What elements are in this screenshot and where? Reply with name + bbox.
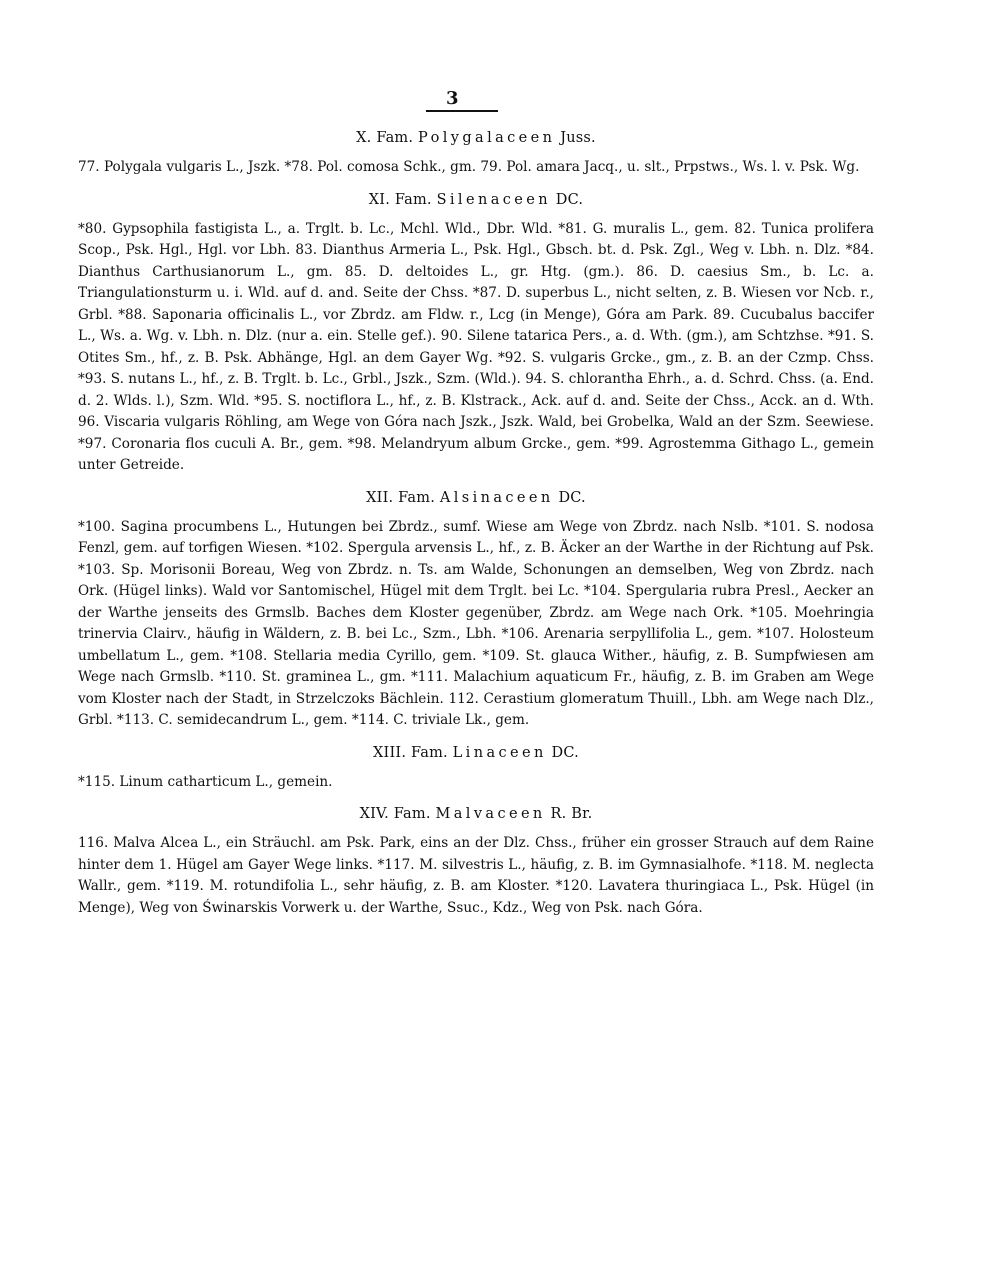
family-name: Alsinaceen (439, 489, 554, 506)
family-heading (78, 804, 874, 824)
family-section-silenaceen (78, 190, 874, 477)
species-paragraph: 116. Malva Alcea L., ein Sträuchl. am Psk. Park, eins an der Dlz. Chss., früher ein grosser Strauch auf dem Raine hinter dem 1. Hügel am Gayer Wege links. *117. M. silvestris L., häufig, z. B. im Gymnasialhofe. *118. M. neglecta Wallr., gem. *119. M. rotundifolia L., sehr häufig, z. B. am Kloster. *120. Lavatera thuringiaca L., Psk. Hügel (in Menge), Weg von Świnarskis Vorwerk u. der Warthe, Ssuc., Kdz., Weg von Psk. nach Góra. (78, 835, 874, 916)
page-content (78, 128, 874, 930)
family-abbrev: Fam. (394, 191, 432, 208)
family-section-malvaceen (78, 804, 874, 919)
species-paragraph: *115. Linum catharticum L., gemein. (78, 773, 333, 790)
family-heading (78, 743, 874, 763)
family-abbrev: Fam. (410, 744, 448, 761)
family-section-polygalaceen (78, 128, 874, 179)
family-heading (78, 128, 874, 148)
family-abbrev: Fam. (393, 806, 431, 822)
family-name: Silenaceen (436, 191, 551, 208)
family-author: DC. (555, 191, 584, 208)
family-heading (78, 488, 874, 508)
family-roman-numeral: XII. (366, 489, 394, 506)
family-roman-numeral: XIII. (373, 744, 407, 761)
family-roman-numeral: XIV. (359, 806, 389, 822)
family-abbrev: Fam. (376, 130, 414, 146)
family-name: Polygalaceen (418, 130, 556, 146)
family-name: Malvaceen (435, 806, 546, 822)
family-heading (78, 190, 874, 210)
family-name: Linaceen (452, 744, 547, 761)
family-author: DC. (551, 744, 579, 761)
family-roman-numeral: XI. (368, 191, 391, 208)
family-roman-numeral: X. (356, 130, 372, 146)
species-paragraph: 77. Polygala vulgaris L., Jszk. *78. Pol. comosa Schk., gm. 79. Pol. amara Jacq., u. slt., Prpstws., Ws. l. v. Psk. Wg. (78, 159, 860, 175)
species-paragraph: *100. Sagina procumbens L., Hutungen bei Zbrdz., sumf. Wiese am Wege von Zbrdz. nach Nslb. *101. S. nodosa Fenzl, gem. auf torfigen Wiesen. *102. Spergula arvensis L., hf., z. B. Äcker an der Warthe in der Richtung auf Psk. *103. Sp. Morisonii Boreau, Weg von Zbrdz. n. Ts. am Walde, Schonungen an demselben, Weg von Zbrdz. nach Ork. (Hügel links). Wald vor Santomischel, Hügel mit dem Trglt. bei Lc. *104. Spergularia rubra Presl., Aecker an der Warthe jenseits des Grmslb. Baches dem Kloster gegenüber, Zbrdz. am Wege nach Ork. *105. Moehringia trinervia Clairv., häufig in Wäldern, z. B. bei Lc., Szm., Lbh. *106. Arenaria serpyllifolia L., gem. *107. Holosteum umbellatum L., gem. *108. Stellaria media Cyrillo, gem. *109. St. glauca Wither., häufig, z. B. Sumpfwiesen am Wege nach Grmslb. *110. St. graminea L., gm. *111. Malachium aquaticum Fr., häufig, z. B. im Graben am Wege vom Kloster nach der Stadt, in Strzelczoks Bächlein. 112. Cerastium glomeratum Thuill., Lbh. am Wege nach Dlz., Grbl. *113. C. semidecandrum L., gem. *114. C. triviale Lk., gem. (78, 518, 874, 728)
document-page (78, 88, 874, 1248)
family-author: R. Br. (550, 806, 593, 822)
family-abbrev: Fam. (398, 489, 436, 506)
page-number-rule (426, 110, 498, 112)
family-section-alsinaceen (78, 488, 874, 732)
family-section-linaceen (78, 743, 874, 794)
family-author: DC. (558, 489, 586, 506)
species-paragraph: *80. Gypsophila fastigista L., a. Trglt. b. Lc., Mchl. Wld., Dbr. Wld. *81. G. muralis L., gem. 82. Tunica prolifera Scop., Psk. Hgl., Hgl. vor Lbh. 83. Dianthus Armeria L., Psk. Hgl., Gbsch. bt. d. Psk. Zgl., Weg v. Lbh. n. Dlz. *84. Dianthus Carthusianorum L., gm. 85. D. deltoides L., gr. Htg. (gm.). 86. D. caesius Sm., b. Lc. a. Triangulationsturm u. i. Wld. auf d. and. Seite der Chss. *87. D. superbus L., nicht selten, z. B. Wiesen vor Ncb. r., Grbl. *88. Saponaria officinalis L., vor Zbrdz. am Fldw. r., Lcg (in Menge), Góra am Park. 89. Cucubalus baccifer L., Ws. a. Wg. v. Lbh. n. Dlz. (nur a. ein. Stelle gef.). 90. Silene tatarica Pers., a. d. Wth. (gm.), am Schtzhse. *91. S. Otites Sm., hf., z. B. Psk. Abhänge, Hgl. an dem Gayer Wg. *92. S. vulgaris Grcke., gm., z. B. an der Czmp. Chss. *93. S. nutans L., hf., z. B. Trglt. b. Lc., Grbl., Jszk., Szm. (Wld.). 94. S. chlorantha Ehrh., a. d. Schrd. Chss. (a. End. d. 2. Wlds. l.), Szm. Wld. *95. S. noctiflora L., hf., z. B. Klstrack., Ack. auf d. and. Seite der Chss., Acck. an d. Wth. 96. Viscaria vulgaris Röhling, am Wege von Góra nach Jszk., Jszk. Wald, bei Grobelka, Wald an der Szm. Seewiese. *97. Coronaria flos cuculi A. Br., gem. *98. Melandryum album Grcke., gem. *99. Agrostemma Githago L., gemein unter Getreide. (78, 220, 874, 473)
page-number: 3 (446, 88, 459, 109)
family-author: Juss. (560, 130, 596, 146)
